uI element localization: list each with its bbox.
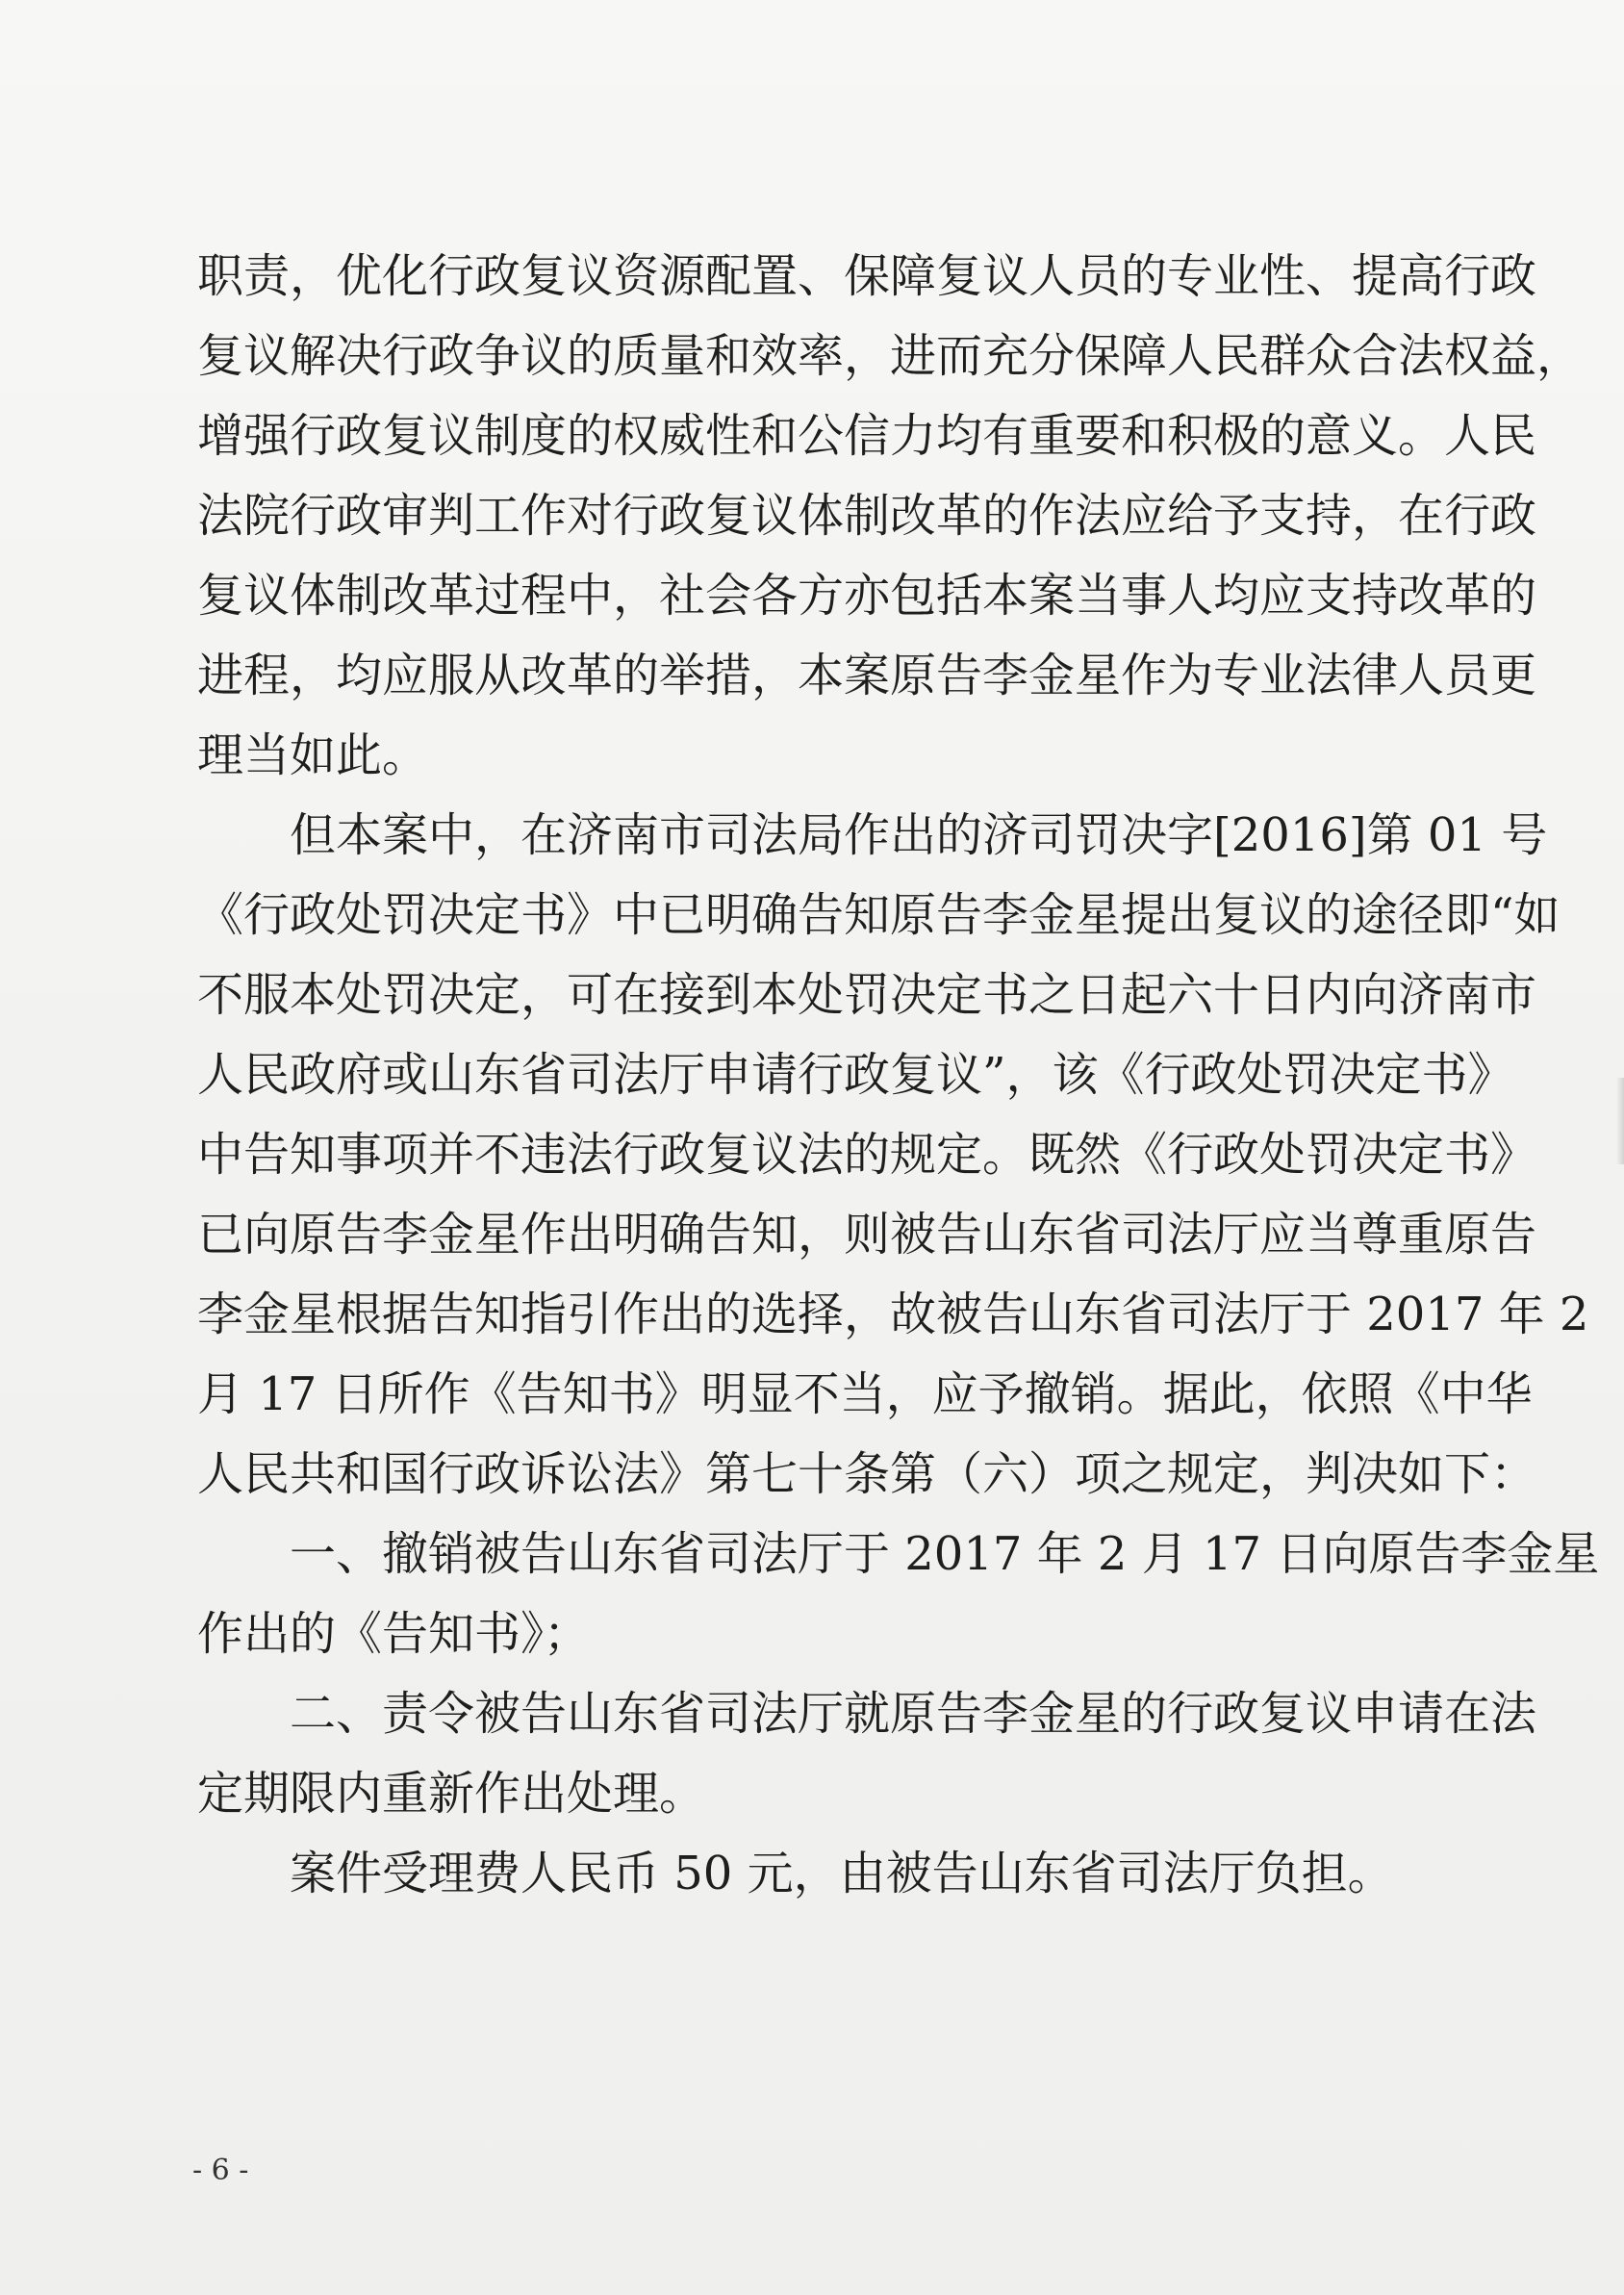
text-line: 月 17 日所作《告知书》明显不当，应予撤销。据此，依照《中华	[197, 1367, 1533, 1421]
text-line: 复议解决行政争议的质量和效率，进而充分保障人民群众合法权益，	[197, 329, 1584, 383]
page-number: - 6 -	[192, 2154, 249, 2187]
text-line: 定期限内重新作出处理。	[197, 1767, 706, 1821]
text-line: 二、责令被告山东省司法厅就原告李金星的行政复议申请在法	[290, 1687, 1537, 1741]
text-line: 案件受理费人民币 50 元，由被告山东省司法厅负担。	[290, 1847, 1394, 1900]
text-line: 复议体制改革过程中，社会各方亦包括本案当事人均应支持改革的	[197, 569, 1537, 623]
text-line: 李金星根据告知指引作出的选择，故被告山东省司法厅于 2017 年 2	[197, 1288, 1589, 1341]
text-line: 法院行政审判工作对行政复议体制改革的作法应给予支持，在行政	[197, 489, 1537, 543]
text-line: 一、撤销被告山东省司法厅于 2017 年 2 月 17 日向原告李金星	[290, 1527, 1600, 1581]
text-line: 理当如此。	[197, 728, 429, 782]
text-line: 已向原告李金星作出明确告知，则被告山东省司法厅应当尊重原告	[197, 1208, 1537, 1262]
text-line: 职责，优化行政复议资源配置、保障复议人员的专业性、提高行政	[197, 249, 1537, 303]
text-line: 不服本处罚决定，可在接到本处罚决定书之日起六十日内向济南市	[197, 968, 1537, 1022]
text-line: 进程，均应服从改革的举措，本案原告李金星作为专业法律人员更	[197, 649, 1537, 702]
text-line: 增强行政复议制度的权威性和公信力均有重要和积极的意义。人民	[197, 409, 1537, 463]
text-line: 作出的《告知书》；	[197, 1607, 591, 1661]
scan-edge-mark	[1616, 1078, 1624, 1164]
text-line: 但本案中，在济南市司法局作出的济司罚决字[2016]第 01 号	[290, 808, 1548, 862]
document-body	[197, 237, 1600, 1914]
text-line: 中告知事项并不违法行政复议法的规定。既然《行政处罚决定书》	[197, 1128, 1537, 1182]
text-line: 人民共和国行政诉讼法》第七十条第（六）项之规定，判决如下：	[197, 1447, 1537, 1501]
text-line: 人民政府或山东省司法厅申请行政复议”，该《行政处罚决定书》	[197, 1048, 1514, 1102]
text-line: 《行政处罚决定书》中已明确告知原告李金星提出复议的途径即“如	[197, 888, 1561, 942]
